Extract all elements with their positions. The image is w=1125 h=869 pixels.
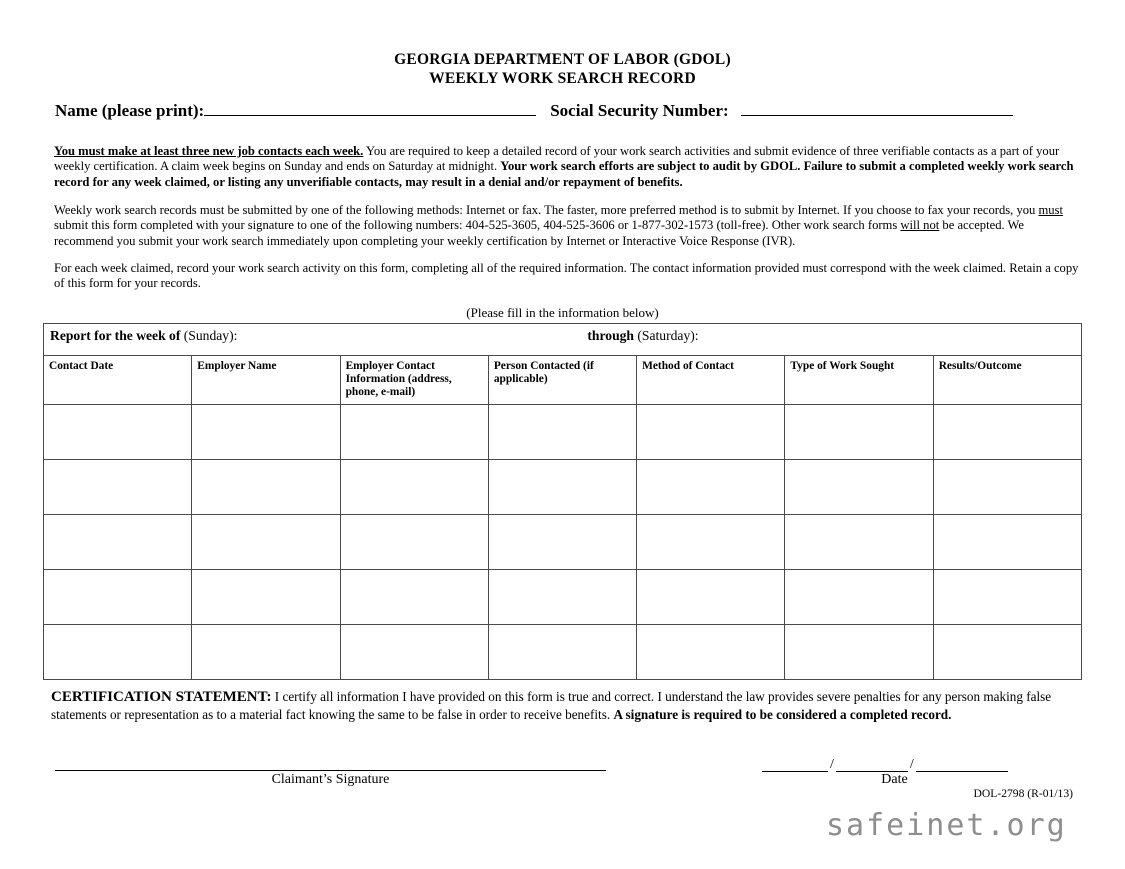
name-label: Name (please print): <box>55 101 205 120</box>
table-header-row <box>44 356 1082 405</box>
cell-employer-contact-information[interactable] <box>340 625 488 680</box>
cell-employer-contact-information[interactable] <box>340 405 488 460</box>
cell-method-of-contact[interactable] <box>637 515 785 570</box>
cell-type-of-work-sought[interactable] <box>785 625 933 680</box>
date-year-input[interactable] <box>916 757 1008 772</box>
column-header-person-contacted: Person Contacted (if applicable) <box>488 356 636 405</box>
title-line-1: GEORGIA DEPARTMENT OF LABOR (GDOL) <box>394 51 731 68</box>
column-header-method-of-contact: Method of Contact <box>637 356 785 405</box>
cell-person-contacted[interactable] <box>488 460 636 515</box>
cell-method-of-contact[interactable] <box>637 460 785 515</box>
title-line-2: WEEKLY WORK SEARCH RECORD <box>429 70 696 87</box>
date-field-group <box>762 757 1027 772</box>
p2-willnot-text: will not <box>900 218 940 233</box>
cell-employer-name[interactable] <box>192 515 340 570</box>
column-header-employer-contact-information: Employer Contact Information (address, phone, e-mail) <box>340 356 488 405</box>
cell-person-contacted[interactable] <box>488 405 636 460</box>
report-week-label: Report for the week of <box>50 328 181 343</box>
p1-body-text: You are required to keep a detailed record of your work search activities and submit evidence of three verifiable contacts as a part of your weekly certification. A claim week begins on Sunday and ends on Saturday at midnight. <box>54 144 1060 174</box>
cell-type-of-work-sought[interactable] <box>785 570 933 625</box>
certification-statement <box>51 688 1063 723</box>
cell-employer-contact-information[interactable] <box>340 460 488 515</box>
fill-in-note: (Please fill in the information below) <box>466 305 659 320</box>
cell-contact-date[interactable] <box>44 460 192 515</box>
cell-method-of-contact[interactable] <box>637 570 785 625</box>
cell-results-outcome[interactable] <box>933 625 1081 680</box>
through-label: through <box>587 328 634 343</box>
table-row <box>44 515 1082 570</box>
certification-heading: CERTIFICATION STATEMENT: <box>51 689 272 705</box>
table-row <box>44 570 1082 625</box>
cell-person-contacted[interactable] <box>488 515 636 570</box>
table-row <box>44 405 1082 460</box>
cell-employer-name[interactable] <box>192 625 340 680</box>
cell-results-outcome[interactable] <box>933 515 1081 570</box>
table-row <box>44 460 1082 515</box>
instruction-paragraph-3: For each week claimed, record your work search activity on this form, completing all of the required information. The contact information provided must correspond with the week claimed. Retain a copy of this form for your records. <box>54 261 1079 291</box>
cell-employer-contact-information[interactable] <box>340 515 488 570</box>
p2-text-c: be accepted. We recommend you submit your work search immediately upon completing your weekly certification by Internet or Interactive Voice Response (IVR). <box>54 218 1025 248</box>
p2-must-text: must <box>1038 203 1063 217</box>
column-header-employer-name: Employer Name <box>192 356 340 405</box>
p2-text-a: Weekly work search records must be submitted by one of the following methods: Internet or fax. The faster, more preferred method is to submit by Internet. If you choose to fax your records, you <box>54 203 1039 217</box>
report-week-row <box>44 324 1082 356</box>
form-title <box>0 50 1125 88</box>
date-label: Date <box>881 772 908 787</box>
p1-lead-text: You must make at least three new job contacts each week. <box>54 144 364 158</box>
date-month-input[interactable] <box>762 757 828 772</box>
date-separator-2: / <box>909 757 914 772</box>
work-search-table <box>43 323 1082 680</box>
cell-type-of-work-sought[interactable] <box>785 515 933 570</box>
table-row <box>44 625 1082 680</box>
cell-results-outcome[interactable] <box>933 405 1081 460</box>
report-week-cell <box>44 324 1082 356</box>
p2-text-b: submit this form completed with your signature to one of the following numbers: 404-525-3605, 404-525-3606 or 1-877-302-1573 (toll-free). Other work search forms <box>54 218 901 233</box>
claimant-signature-input[interactable] <box>55 770 606 771</box>
column-header-type-of-work-sought: Type of Work Sought <box>785 356 933 405</box>
name-input[interactable] <box>204 104 536 116</box>
cell-contact-date[interactable] <box>44 625 192 680</box>
cell-results-outcome[interactable] <box>933 570 1081 625</box>
cell-method-of-contact[interactable] <box>637 405 785 460</box>
column-header-results-outcome: Results/Outcome <box>933 356 1081 405</box>
saturday-label: (Saturday): <box>637 328 699 343</box>
column-header-contact-date: Contact Date <box>44 356 192 405</box>
claimant-signature-label: Claimant’s Signature <box>271 772 390 787</box>
cell-employer-contact-information[interactable] <box>340 570 488 625</box>
cell-contact-date[interactable] <box>44 515 192 570</box>
cell-employer-name[interactable] <box>192 570 340 625</box>
watermark-text: safeinet.org <box>826 808 1067 843</box>
p1-bold-tail-text: Your work search efforts are subject to audit by GDOL. Failure to submit a completed weekly work search record for any week claimed, or listing any unverifiable contacts, may result in a denial and/or repayment of benefits. <box>54 159 1074 189</box>
cell-person-contacted[interactable] <box>488 625 636 680</box>
identity-row <box>55 101 1065 121</box>
date-separator-1: / <box>830 757 834 772</box>
date-day-input[interactable] <box>836 757 908 772</box>
sunday-label: (Sunday): <box>183 328 238 343</box>
instruction-paragraph-1 <box>54 144 1082 190</box>
form-code: DOL-2798 (R-01/13) <box>973 787 1073 800</box>
certification-body-text: I certify all information I have provided on this form is true and correct. I understand the law provides severe penalties for any person making false statements or representation as to a material fact knowing the same to be false in order to receive benefits. <box>51 689 1052 722</box>
cell-person-contacted[interactable] <box>488 570 636 625</box>
cell-contact-date[interactable] <box>44 570 192 625</box>
cell-method-of-contact[interactable] <box>637 625 785 680</box>
cell-contact-date[interactable] <box>44 405 192 460</box>
instruction-paragraph-2 <box>54 203 1082 249</box>
cell-employer-name[interactable] <box>192 460 340 515</box>
cell-employer-name[interactable] <box>192 405 340 460</box>
ssn-input[interactable] <box>741 104 1013 116</box>
certification-bold-tail-text: A signature is required to be considered a completed record. <box>613 707 952 722</box>
cell-results-outcome[interactable] <box>933 460 1081 515</box>
ssn-label: Social Security Number: <box>550 101 729 120</box>
cell-type-of-work-sought[interactable] <box>785 405 933 460</box>
cell-type-of-work-sought[interactable] <box>785 460 933 515</box>
